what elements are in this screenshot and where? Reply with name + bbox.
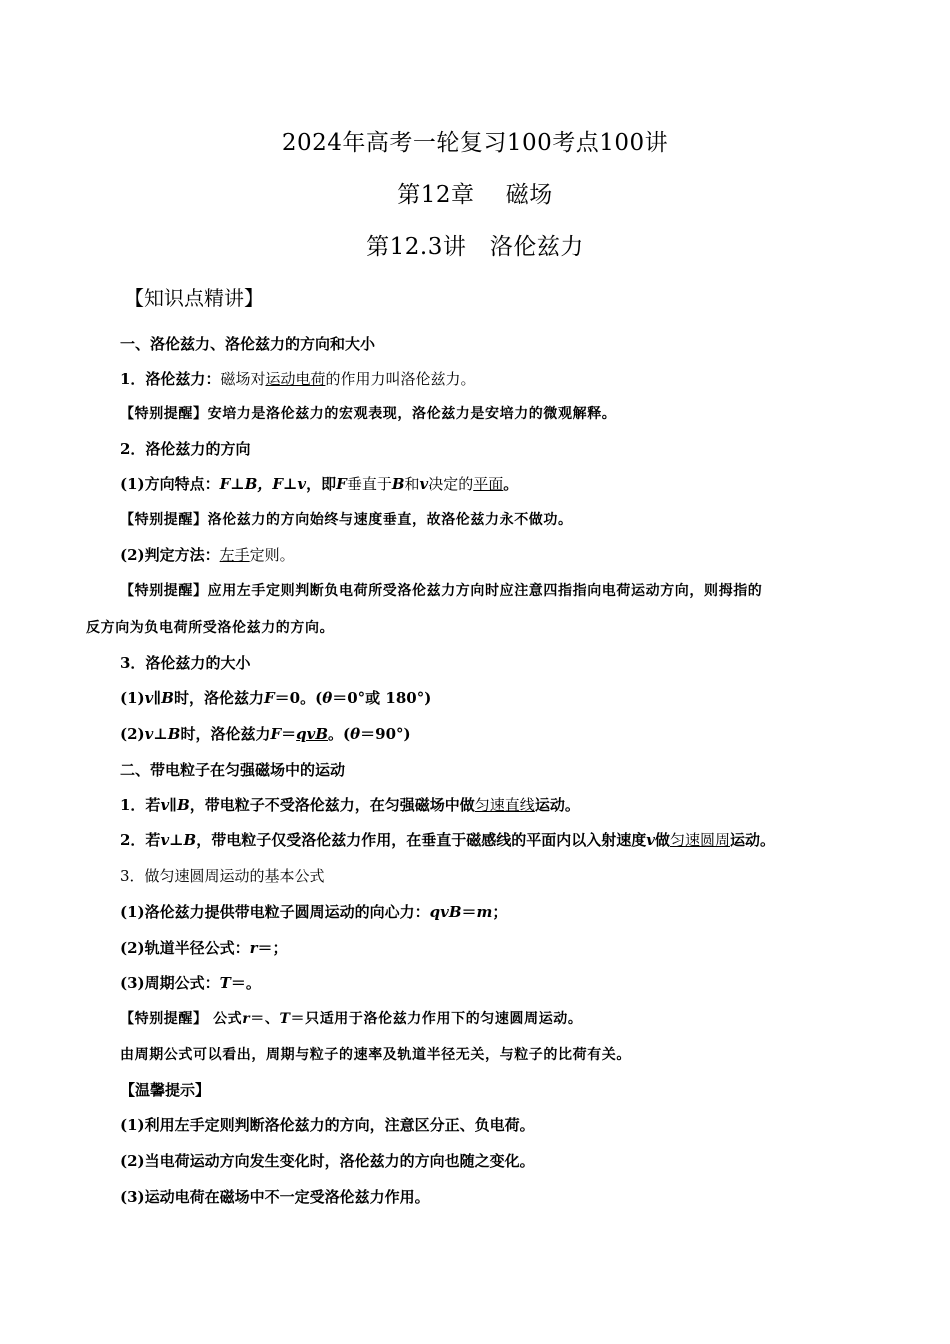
text: 运动。 xyxy=(730,831,776,849)
heading-magnitude xyxy=(120,653,250,673)
text: 由周期公式可以看出，周期与粒子的速率及轨道半径无关，与粒子的比荷有关。 xyxy=(120,1047,631,1063)
text: (3)运动电荷在磁场中不一定受洛伦兹力作用。 xyxy=(120,1188,430,1206)
heading-2 xyxy=(120,760,345,780)
underlined-term: 匀速直线 xyxy=(474,796,535,814)
text: (1)方向特点： xyxy=(120,475,220,493)
text: (2)当电荷运动方向发生变化时，洛伦兹力的方向也随之变化。 xyxy=(120,1152,535,1170)
tip-1 xyxy=(120,1115,535,1135)
text: (1)利用左手定则判断洛伦兹力的方向，注意区分正、负电荷。 xyxy=(120,1116,535,1134)
text: 反方向为负电荷所受洛伦兹力的方向。 xyxy=(86,620,335,636)
heading-text: 一、洛伦兹力、洛伦兹力的方向和大小 xyxy=(120,335,376,353)
text: ，即 xyxy=(306,475,337,493)
text: ，带电粒子仅受洛伦兹力作用，在垂直于磁感线的平面内以入射速度 xyxy=(196,831,647,849)
text: 1．洛伦兹力： xyxy=(120,370,221,388)
formula: F⊥B，F⊥v xyxy=(219,475,307,493)
text: ，带电粒子不受洛伦兹力，在匀强磁场中做 xyxy=(189,796,475,814)
text: (2) xyxy=(120,725,145,743)
symbol: B xyxy=(391,475,405,493)
text: 垂直于 xyxy=(346,475,392,493)
tips-heading xyxy=(120,1080,210,1100)
formula-period xyxy=(120,973,261,993)
text: 3．做匀速圆周运动的基本公式 xyxy=(120,867,325,885)
lecture-title: 第12.3讲 洛伦兹力 xyxy=(366,234,584,260)
symbol: v xyxy=(646,831,655,849)
heading-direction xyxy=(120,439,250,459)
text: 磁场对 xyxy=(220,370,266,388)
text: 二、带电粒子在匀强磁场中的运动 xyxy=(120,761,346,779)
text: 和 xyxy=(404,475,420,493)
motion-parallel xyxy=(120,795,580,815)
text: 。 xyxy=(503,475,519,493)
text: ； xyxy=(492,903,508,921)
text: ＝0。( xyxy=(274,689,323,707)
text: 【温馨提示】 xyxy=(120,1081,211,1099)
point-1-definition xyxy=(120,369,476,389)
text: 2．若 xyxy=(120,831,161,849)
tip-3 xyxy=(120,1187,430,1207)
text: ＝、 xyxy=(250,1011,280,1027)
text: 【特别提醒】安培力是洛伦兹力的宏观表现，洛伦兹力是安培力的微观解释。 xyxy=(120,406,617,422)
text: (2)轨道半径公式： xyxy=(120,939,250,957)
text: (2)判定方法： xyxy=(120,546,220,564)
text: 时，洛伦兹力 xyxy=(180,725,271,743)
magnitude-parallel xyxy=(120,688,431,708)
symbol: r xyxy=(249,939,258,957)
text: 决定的 xyxy=(428,475,474,493)
symbol: v xyxy=(419,475,429,493)
underlined-term: 运动电荷 xyxy=(265,370,326,388)
text: ＝ xyxy=(461,903,477,921)
motion-perpendicular xyxy=(120,830,775,850)
text: (1)洛伦兹力提供带电粒子圆周运动的向心力： xyxy=(120,903,430,921)
text: 2．洛伦兹力的方向 xyxy=(120,440,251,458)
text: 3．洛伦兹力的大小 xyxy=(120,654,251,672)
special-note-4 xyxy=(120,1009,583,1029)
formula: v∥B xyxy=(144,689,174,707)
underlined-term: 左手 xyxy=(219,546,250,564)
special-note-3-continued xyxy=(86,618,334,638)
text: 。( xyxy=(328,725,351,743)
symbol: θ xyxy=(350,725,361,743)
text: ＝只适用于洛伦兹力作用下的匀速圆周运动。 xyxy=(290,1011,583,1027)
symbol: T xyxy=(219,974,231,992)
heading-formulas xyxy=(120,866,325,886)
magnitude-perpendicular xyxy=(120,724,411,744)
main-title: 2024年高考一轮复习100考点100讲 xyxy=(281,130,669,156)
formula-radius xyxy=(120,938,288,958)
text: (1) xyxy=(120,689,145,707)
text: 【特别提醒】应用左手定则判断负电荷所受洛伦兹力方向时应注意四指指向电荷运动方向，则拇指的 xyxy=(120,583,763,599)
special-note-1 xyxy=(120,404,616,424)
determination-method xyxy=(120,545,295,565)
text: 【特别提醒】洛伦兹力的方向始终与速度垂直，故洛伦兹力永不做功。 xyxy=(120,512,573,528)
symbol: F xyxy=(270,725,282,743)
text: 定则。 xyxy=(249,546,295,564)
formula: v⊥B xyxy=(144,725,181,743)
tip-2 xyxy=(120,1151,535,1171)
underlined-term: 平面 xyxy=(473,475,504,493)
text: 运动。 xyxy=(534,796,580,814)
chapter-title: 第12章 磁场 xyxy=(397,182,553,208)
symbol: r xyxy=(242,1011,251,1027)
text: 做 xyxy=(654,831,670,849)
text: 的作用力叫洛伦兹力。 xyxy=(325,370,476,388)
special-note-2 xyxy=(120,510,573,530)
text: 时，洛伦兹力 xyxy=(173,689,264,707)
direction-features xyxy=(120,474,518,494)
symbol: F xyxy=(336,475,347,493)
text: ＝0°或 180°) xyxy=(332,689,432,707)
formula: v∥B xyxy=(160,796,190,814)
formula: v⊥B xyxy=(160,831,197,849)
symbol: T xyxy=(279,1011,291,1027)
period-note xyxy=(120,1045,631,1065)
underlined-formula: qvB xyxy=(296,725,329,743)
formula: qvB xyxy=(429,903,462,921)
text: ＝90°) xyxy=(360,725,411,743)
symbol: F xyxy=(264,689,275,707)
text: ＝； xyxy=(257,939,288,957)
formula-centripetal xyxy=(120,902,507,922)
special-note-3 xyxy=(120,581,762,601)
text: (3)周期公式： xyxy=(120,974,220,992)
symbol: θ xyxy=(322,689,333,707)
section-label: 【知识点精讲】 xyxy=(124,286,264,310)
text: ＝。 xyxy=(230,974,261,992)
underlined-term: 匀速圆周 xyxy=(669,831,730,849)
text: ＝ xyxy=(281,725,297,743)
heading-1 xyxy=(120,334,375,354)
text: 【特别提醒】 公式 xyxy=(120,1011,243,1027)
symbol: m xyxy=(476,903,493,921)
text: 1．若 xyxy=(120,796,161,814)
